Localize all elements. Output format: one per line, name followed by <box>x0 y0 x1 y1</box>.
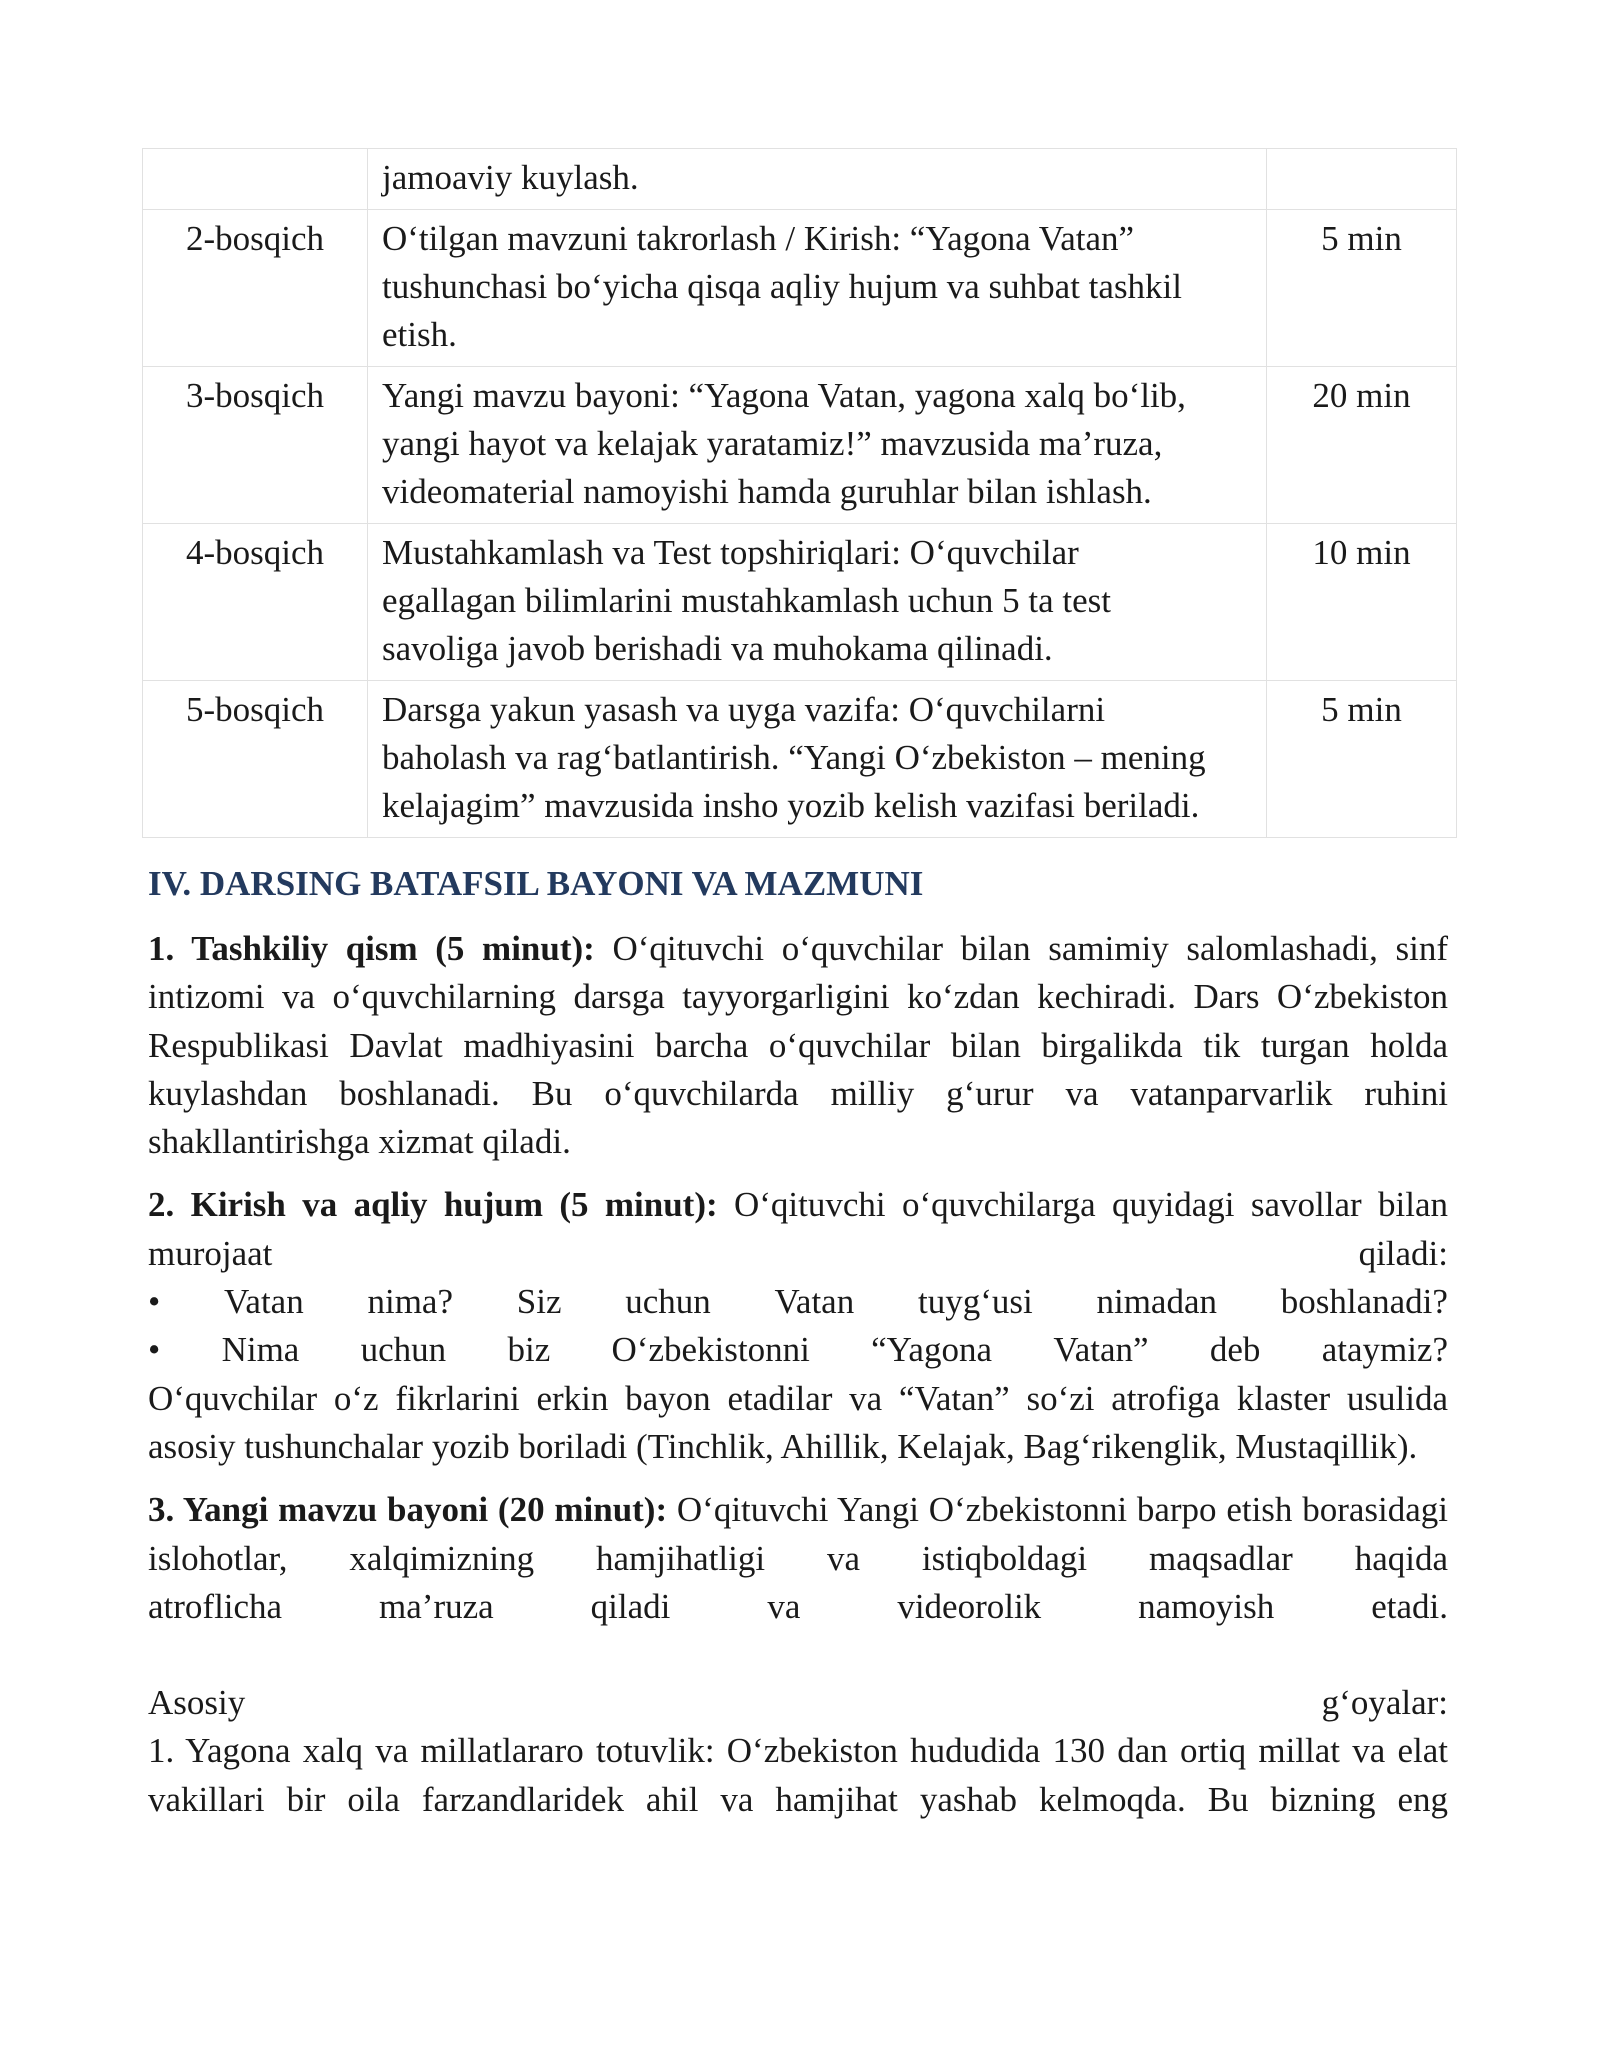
bullet-word: Vatan” <box>1053 1330 1149 1370</box>
bullet-word: uchun <box>360 1330 447 1370</box>
bullet-word: Siz <box>516 1282 562 1322</box>
line-word: ma’ruza <box>379 1586 494 1626</box>
lesson-stages-table <box>142 148 1457 838</box>
stage-cell <box>143 149 368 210</box>
line-word: qiladi <box>590 1586 671 1626</box>
table-row <box>143 210 1457 367</box>
time-cell: 10 min <box>1267 524 1457 681</box>
new-topic-line-3 <box>148 1583 1448 1631</box>
time-cell: 5 min <box>1267 210 1457 367</box>
bullet-word: uchun <box>625 1282 711 1322</box>
description-line: videomaterial namoyishi hamda guruhlar bilan ishlash. <box>382 472 1152 511</box>
description-line: baholash va rag‘batlantirish. “Yangi O‘zbekiston – mening <box>382 738 1206 777</box>
main-idea-1: 1. Yagona xalq va millatlararo totuvlik: O‘zbekiston hududida 130 dan ortiq millat va elat vakillari bir oila farzandlaridek ahil va hamjihat yashab kelmoqda. Bu bizning eng <box>148 1731 1448 1819</box>
paragraph-organizational <box>148 925 1448 1166</box>
description-line: savoliga javob berishadi va muhokama qilinadi. <box>382 629 1053 668</box>
bullet-word: nima? <box>367 1282 453 1322</box>
bullet-word: boshlanadi? <box>1280 1282 1448 1322</box>
brainstorm-tail: O‘quvchilar o‘z fikrlarini erkin bayon etadilar va “Vatan” so‘zi atrofiga klaster usulida asosiy tushunchalar yozib boriladi (Tinchlik, Ahillik, Kelajak, Bag‘rikenglik, Mustaqillik). <box>148 1378 1448 1466</box>
bullet-word: • <box>148 1282 161 1322</box>
table-row <box>143 524 1457 681</box>
paragraph-brainstorm-title: 2. Kirish va aqliy hujum (5 minut): <box>148 1185 718 1225</box>
bullet-word: Vatan <box>224 1282 304 1322</box>
table-row <box>143 367 1457 524</box>
description-line: Yangi mavzu bayoni: “Yagona Vatan, yagona xalq bo‘lib, <box>382 376 1186 415</box>
main-ideas-line <box>148 1679 1448 1727</box>
line-word: videorolik <box>897 1586 1042 1626</box>
main-ideas-left: Asosiy <box>148 1683 246 1723</box>
brainstorm-line-2-right: qiladi: <box>1358 1233 1448 1273</box>
stage-cell: 4-bosqich <box>143 524 368 681</box>
bullet-word: O‘zbekistonni <box>611 1330 810 1370</box>
paragraph-new-topic-text: O‘qituvchi Yangi O‘zbekistonni barpo etish borasidagi islohotlar, xalqimizning hamjihatligi va istiqboldagi maqsadlar haqida <box>148 1490 1448 1578</box>
line-word: atroflicha <box>148 1586 283 1626</box>
description-line: egallagan bilimlarini mustahkamlash uchun 5 ta test <box>382 581 1111 620</box>
paragraph-new-topic-title: 3. Yangi mavzu bayoni (20 minut): <box>148 1490 668 1530</box>
description-line: Mustahkamlash va Test topshiriqlari: O‘quvchilar <box>382 533 1079 572</box>
paragraph-organizational-title: 1. Tashkiliy qism (5 minut): <box>148 929 595 968</box>
table-row <box>143 681 1457 838</box>
section-heading: IV. DARSING BATAFSIL BAYONI VA MAZMUNI <box>148 864 924 903</box>
description-cell <box>368 524 1267 681</box>
bullet-word: • <box>148 1330 161 1370</box>
stage-cell: 5-bosqich <box>143 681 368 838</box>
time-cell: 5 min <box>1267 681 1457 838</box>
bullet-word: Nima <box>221 1330 300 1370</box>
bullet-word: “Yagona <box>871 1330 993 1370</box>
bullet-word: nimadan <box>1096 1282 1217 1322</box>
description-line: tushunchasi bo‘yicha qisqa aqliy hujum va suhbat tashkil <box>382 267 1183 306</box>
paragraph-new-topic <box>148 1486 1448 1824</box>
bullet-word: deb <box>1209 1330 1261 1370</box>
blank-line <box>148 1631 1448 1679</box>
lesson-content <box>148 860 1448 1839</box>
bullet-word: biz <box>507 1330 551 1370</box>
line-word: etadi. <box>1371 1586 1448 1626</box>
description-cell <box>368 210 1267 367</box>
time-cell <box>1267 149 1457 210</box>
paragraph-brainstorm <box>148 1181 1448 1471</box>
bullet-word: ataymiz? <box>1321 1330 1448 1370</box>
description-line: jamoaviy kuylash. <box>382 158 639 197</box>
description-line: yangi hayot va kelajak yaratamiz!” mavzusida ma’ruza, <box>382 424 1163 463</box>
brainstorm-line-2-left: murojaat <box>148 1233 273 1273</box>
table-row <box>143 149 1457 210</box>
bullet-word: Vatan <box>774 1282 855 1322</box>
description-line: O‘tilgan mavzuni takrorlash / Kirish: “Yagona Vatan” <box>382 219 1135 258</box>
bullet-word: tuyg‘usi <box>917 1282 1033 1322</box>
brainstorm-line-2 <box>148 1230 1448 1278</box>
question-bullet-2 <box>148 1326 1448 1374</box>
description-line: kelajagim” mavzusida insho yozib kelish vazifasi beriladi. <box>382 786 1200 825</box>
new-topic-intro <box>148 1486 1448 1583</box>
main-ideas-right: g‘oyalar: <box>1321 1683 1448 1723</box>
stage-cell: 2-bosqich <box>143 210 368 367</box>
description-cell <box>368 149 1267 210</box>
description-line: etish. <box>382 315 457 354</box>
line-word: namoyish <box>1138 1586 1275 1626</box>
lesson-stages-table-body <box>143 149 1457 838</box>
description-line: Darsga yakun yasash va uyga vazifa: O‘quvchilarni <box>382 690 1106 729</box>
paragraph-brainstorm-text: O‘qituvchi o‘quvchilarga quyidagi savollar bilan <box>717 1185 1448 1225</box>
stage-cell: 3-bosqich <box>143 367 368 524</box>
description-cell <box>368 367 1267 524</box>
brainstorm-line-1 <box>148 1181 1448 1229</box>
paragraph-organizational-text: O‘qituvchi o‘quvchilar bilan samimiy salomlashadi, sinf intizomi va o‘quvchilarning darsga tayyorgarligini ko‘zdan kechiradi. Dars O‘zbekiston Respublikasi Davlat madhiyasini barcha o‘quvchilar bilan birgalikda tik turgan holda kuylashdan boshlanadi. Bu o‘quvchilarda milliy g‘urur va vatanparvarlik ruhini shakllantirishga xizmat qiladi. <box>148 929 1448 1162</box>
question-bullet-1 <box>148 1278 1448 1326</box>
line-word: va <box>767 1586 801 1626</box>
time-cell: 20 min <box>1267 367 1457 524</box>
description-cell <box>368 681 1267 838</box>
